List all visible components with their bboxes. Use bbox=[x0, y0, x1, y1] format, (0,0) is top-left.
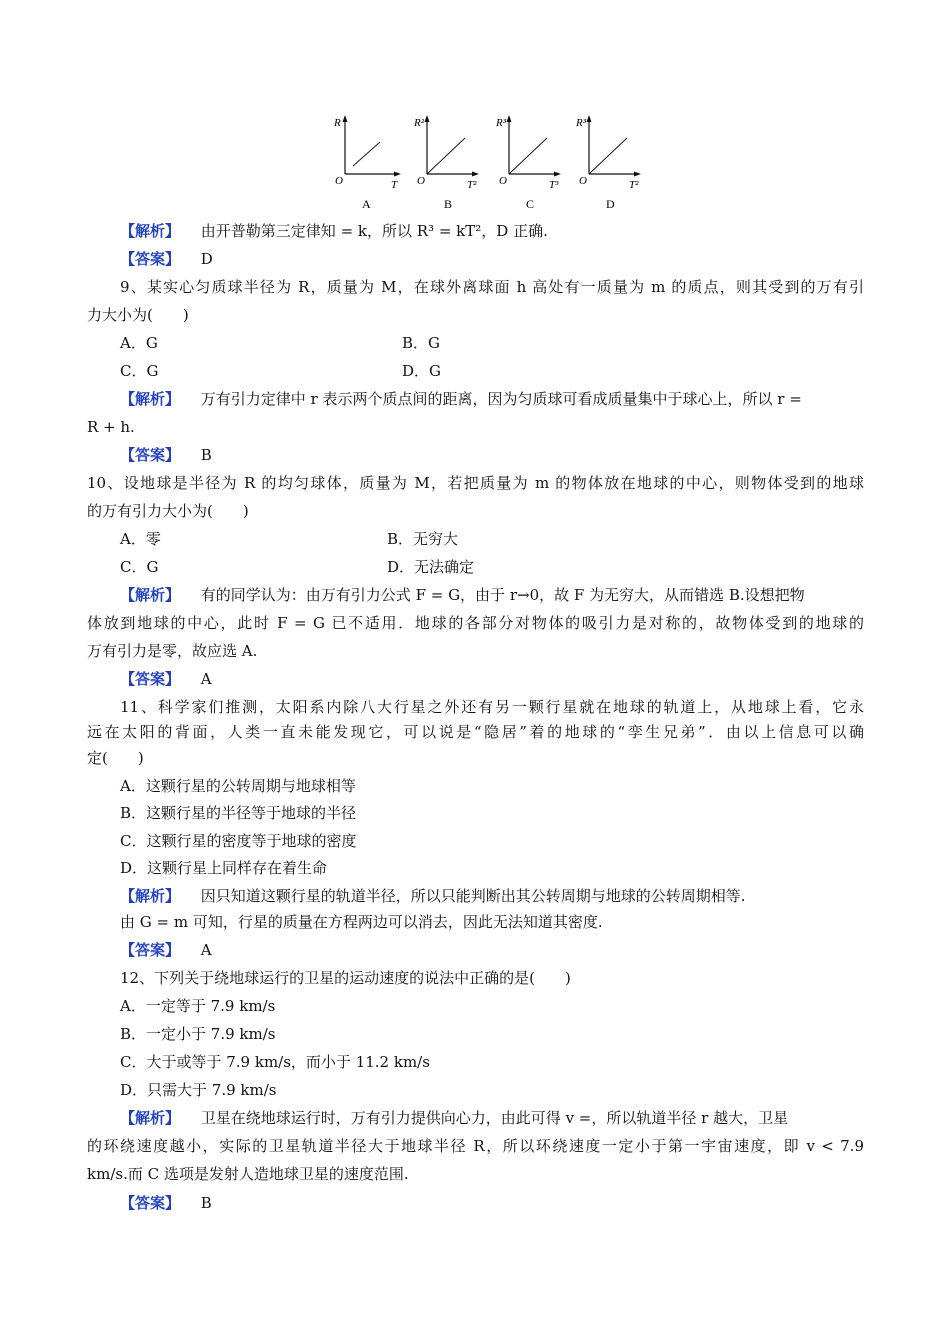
graph-a-xlabel: T bbox=[391, 179, 398, 191]
graph-c bbox=[495, 115, 561, 211]
q11-option-b: B．这颗行星的半径等于地球的半径 bbox=[120, 804, 357, 822]
graph-d-xlabel: T² bbox=[629, 179, 639, 191]
q11-answer-text: A bbox=[200, 941, 212, 959]
graph-a bbox=[333, 115, 401, 211]
graph-b-origin: O bbox=[417, 175, 425, 187]
kepler-graphs-figure bbox=[325, 112, 655, 212]
graph-a-letter: A bbox=[362, 197, 371, 211]
graph-c-ylabel: R³ bbox=[496, 117, 507, 129]
analysis-tag: 【解析】 bbox=[120, 222, 181, 240]
q9-option-a: A．G bbox=[120, 334, 158, 352]
q10-analysis-text-line3: 万有引力是零，故应选 A. bbox=[87, 642, 258, 660]
q9-answer bbox=[120, 445, 212, 465]
q9-analysis-text-line1: 万有引力定律中 r 表示两个质点间的距离，因为匀质球可看成质量集中于球心上，所以 r = bbox=[200, 390, 802, 408]
graph-c-xlabel: T³ bbox=[549, 179, 559, 191]
q12-analysis-text-line2: 的环绕速度越小，实际的卫星轨道半径大于地球半径 R，所以环绕速度一定小于第一宇宙速度，即 v < 7.9 bbox=[87, 1137, 864, 1155]
graph-d bbox=[575, 115, 641, 211]
q10-option-d: D．无法确定 bbox=[387, 558, 475, 576]
graph-a-origin: O bbox=[335, 175, 343, 187]
q10-analysis bbox=[120, 585, 864, 605]
q12-analysis bbox=[120, 1108, 864, 1128]
graph-a-ylabel: R bbox=[334, 117, 341, 129]
answer-tag: 【答案】 bbox=[120, 446, 181, 464]
answer-tag: 【答案】 bbox=[120, 941, 181, 959]
graph-b-xlabel: T² bbox=[467, 179, 477, 191]
q12-option-d: D．只需大于 7.9 km/s bbox=[120, 1081, 277, 1099]
q11-analysis-text-line1: 因只知道这颗行星的轨道半径，所以只能判断出其公转周期与地球的公转周期相等. bbox=[200, 887, 746, 905]
answer-tag: 【答案】 bbox=[120, 1194, 181, 1212]
q12-answer-text: B bbox=[200, 1194, 212, 1212]
graph-b bbox=[413, 115, 479, 211]
analysis-tag: 【解析】 bbox=[120, 887, 181, 905]
graph-d-origin: O bbox=[579, 175, 587, 187]
q12-option-c: C．大于或等于 7.9 km/s，而小于 11.2 km/s bbox=[120, 1053, 430, 1071]
q10-answer-text: A bbox=[200, 670, 212, 688]
q11-analysis bbox=[120, 886, 746, 906]
q9-option-d: D．G bbox=[402, 362, 442, 380]
q9-analysis bbox=[120, 389, 864, 409]
q9-stem-line1: 9、某实心匀质球半径为 R，质量为 M，在球外离球面 h 高处有一质量为 m 的质点，则其受到的万有引 bbox=[120, 278, 864, 296]
q9-option-c: C．G bbox=[120, 362, 159, 380]
q8-answer bbox=[120, 249, 213, 269]
answer-tag: 【答案】 bbox=[120, 670, 181, 688]
q11-stem-line3: 定( ) bbox=[87, 749, 144, 767]
q10-analysis-text-line2: 体放到地球的中心，此时 F = G 已不适用．地球的各部分对物体的吸引力是对称的，故物体受到的地球的 bbox=[87, 614, 864, 632]
q9-stem-line2: 力大小为( ) bbox=[87, 306, 189, 324]
q8-answer-text: D bbox=[200, 250, 213, 268]
q10-answer bbox=[120, 669, 212, 689]
q11-stem-line2: 远在太阳的背面，人类一直未能发现它，可以说是“隐居”着的地球的“孪生兄弟”．由以上信息可以确 bbox=[87, 723, 864, 741]
graph-c-letter: C bbox=[526, 197, 535, 211]
q8-analysis bbox=[120, 221, 548, 241]
graph-d-ylabel: R³ bbox=[576, 117, 587, 129]
q9-option-b: B．G bbox=[402, 334, 441, 352]
analysis-tag: 【解析】 bbox=[120, 586, 181, 604]
q12-option-a: A．一定等于 7.9 km/s bbox=[120, 997, 276, 1015]
q12-option-b: B．一定小于 7.9 km/s bbox=[120, 1025, 276, 1043]
q12-analysis-text-line1: 卫星在绕地球运行时，万有引力提供向心力，由此可得 v =，所以轨道半径 r 越大，卫星 bbox=[200, 1109, 789, 1127]
graph-b-ylabel: R² bbox=[414, 117, 425, 129]
q12-stem: 12、下列关于绕地球运行的卫星的运动速度的说法中正确的是( ) bbox=[120, 969, 571, 987]
q10-option-c: C．G bbox=[120, 558, 159, 576]
q10-analysis-text-line1: 有的同学认为：由万有引力公式 F = G，由于 r→0，故 F 为无穷大，从而错选 B.设想把物 bbox=[200, 586, 805, 604]
q11-option-c: C．这颗行星的密度等于地球的密度 bbox=[120, 832, 357, 850]
q10-option-a: A．零 bbox=[120, 530, 161, 548]
graph-c-origin: O bbox=[499, 175, 507, 187]
q12-answer bbox=[120, 1193, 212, 1213]
q11-option-a: A．这颗行星的公转周期与地球相等 bbox=[120, 777, 356, 795]
answer-tag: 【答案】 bbox=[120, 250, 181, 268]
q10-stem-line2: 的万有引力大小为( ) bbox=[87, 502, 249, 520]
q10-option-b: B．无穷大 bbox=[387, 530, 459, 548]
q11-stem-line1: 11、科学家们推测，太阳系内除八大行星之外还有另一颗行星就在地球的轨道上，从地球上看，它永 bbox=[120, 698, 864, 716]
q9-answer-text: B bbox=[200, 446, 212, 464]
q11-option-d: D．这颗行星上同样存在着生命 bbox=[120, 859, 328, 877]
analysis-tag: 【解析】 bbox=[120, 390, 181, 408]
q11-answer bbox=[120, 940, 212, 960]
analysis-tag: 【解析】 bbox=[120, 1109, 181, 1127]
q10-stem-line1: 10、设地球是半径为 R 的均匀球体，质量为 M，若把质量为 m 的物体放在地球的中心，则物体受到的地球 bbox=[87, 474, 864, 492]
q12-analysis-text-line3: km/s.而 C 选项是发射人造地球卫星的速度范围. bbox=[87, 1165, 409, 1183]
q11-analysis-text-line2: 由 G = m 可知，行星的质量在方程两边可以消去，因此无法知道其密度. bbox=[120, 913, 603, 931]
q9-analysis-text-line2: R + h. bbox=[87, 418, 135, 436]
graph-d-letter: D bbox=[606, 197, 615, 211]
graph-b-letter: B bbox=[444, 197, 453, 211]
q8-analysis-text: 由开普勒第三定律知 = k，所以 R³ = kT²，D 正确. bbox=[200, 222, 548, 240]
